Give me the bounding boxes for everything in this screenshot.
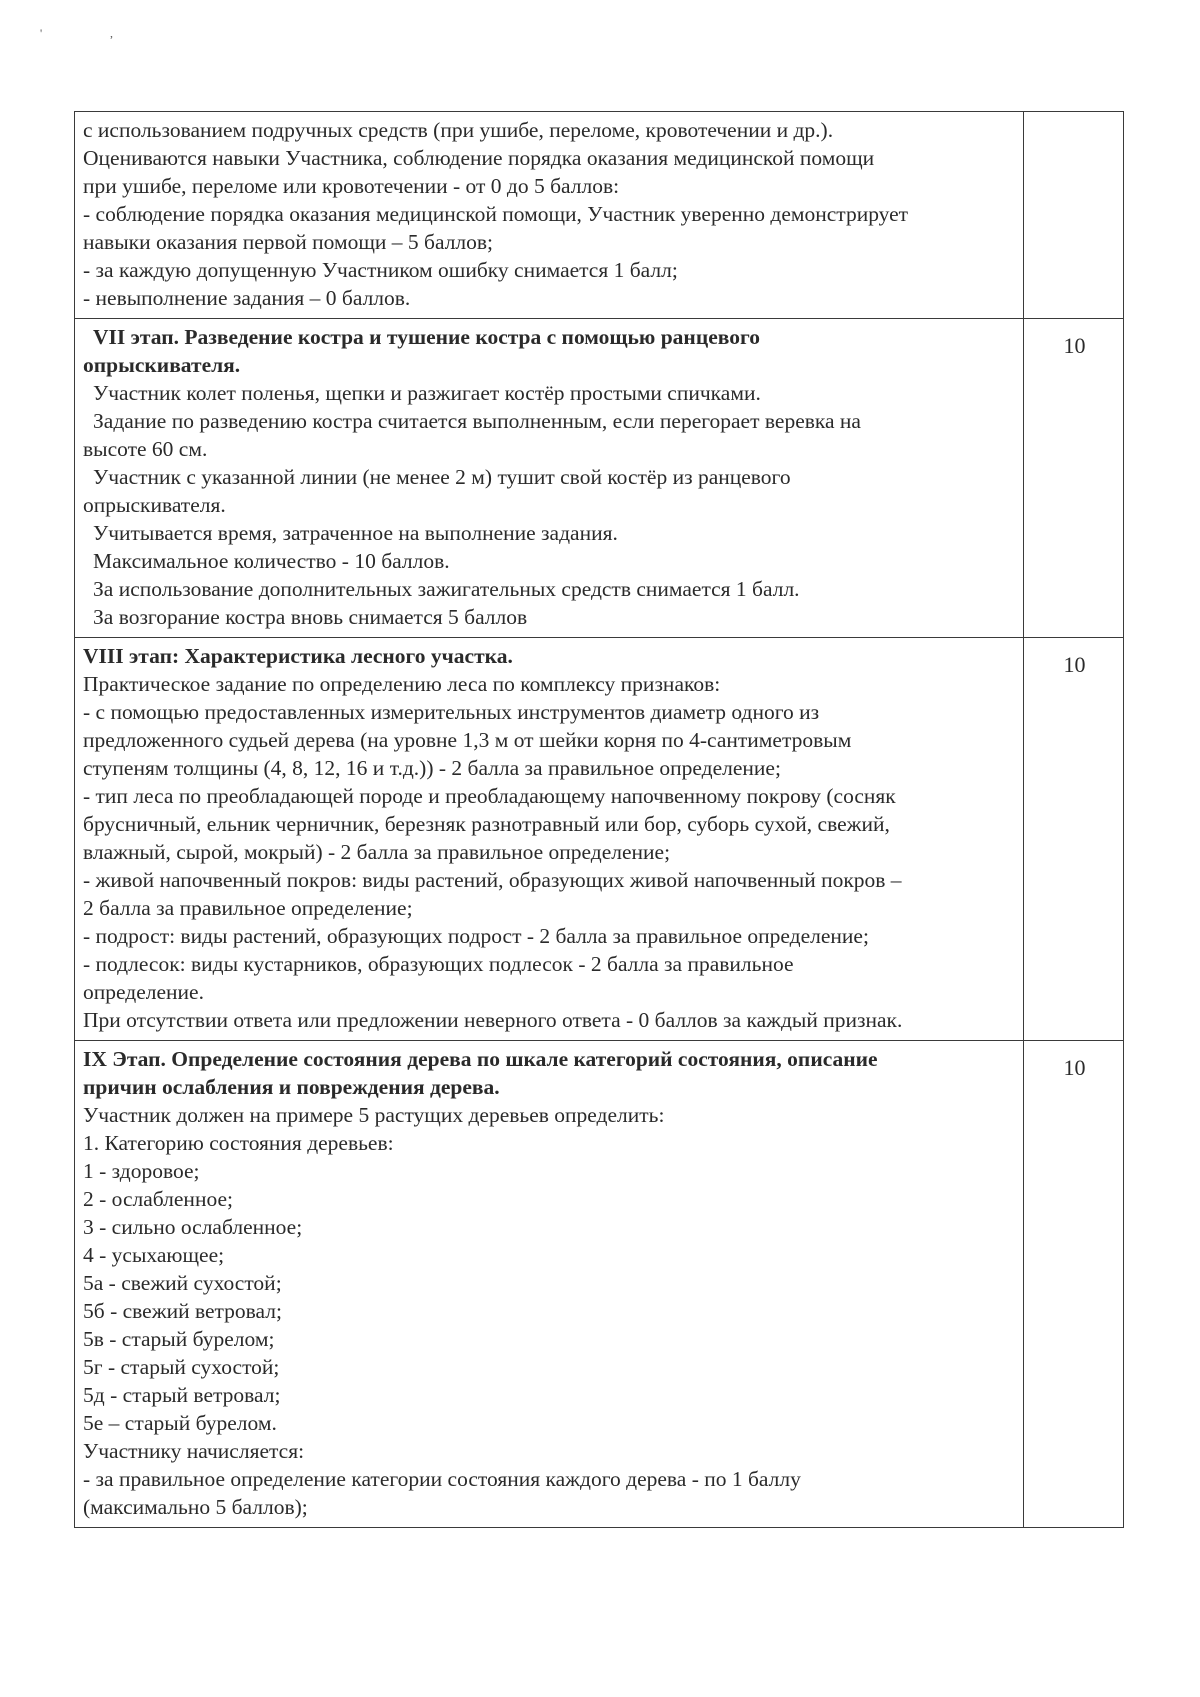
table-row	[75, 638, 1124, 1041]
stage-heading-line: опрыскивателя.	[83, 353, 241, 377]
scan-mark: ,	[110, 26, 113, 40]
stage-text-line: - за правильное определение категории состояния каждого дерева - по 1 баллу	[83, 1467, 801, 1491]
stage-text-line: - за каждую допущенную Участником ошибку снимается 1 балл;	[83, 258, 678, 282]
stage-heading-line: VII этап. Разведение костра и тушение костра с помощью ранцевого	[93, 325, 760, 349]
stage-text-line: 5е – старый бурелом.	[83, 1411, 277, 1435]
stage-text-line: брусничный, ельник черничник, березняк разнотравный или бор, суборь сухой, свежий,	[83, 812, 890, 836]
stage-description-cell	[75, 638, 1024, 1041]
stage-text-line: За возгорание костра вновь снимается 5 баллов	[93, 605, 528, 629]
max-score-cell	[1024, 112, 1124, 319]
stage-text-line: - с помощью предоставленных измерительных инструментов диаметр одного из	[83, 700, 820, 724]
stage-text-line: Участник колет поленья, щепки и разжигает костёр простыми спичками.	[93, 381, 761, 405]
scan-mark: '	[40, 26, 43, 40]
stage-text-line: предложенного судьей дерева (на уровне 1,3 м от шейки корня по 4-сантиметровым	[83, 728, 852, 752]
stage-text-line: Участник с указанной линии (не менее 2 м) тушит свой костёр из ранцевого	[93, 465, 791, 489]
stage-text-line: 5б - свежий ветровал;	[83, 1299, 282, 1323]
stage-heading-line: IX Этап. Определение состояния дерева по шкале категорий состояния, описание	[83, 1047, 878, 1071]
stage-text-line: опрыскивателя.	[83, 493, 226, 517]
stage-heading-line: VIII этап: Характеристика лесного участка.	[83, 644, 513, 668]
stage-text-line: Учитывается время, затраченное на выполнение задания.	[93, 521, 618, 545]
stage-text-line: Участник должен на примере 5 растущих деревьев определить:	[83, 1103, 665, 1127]
stage-text-line: высоте 60 см.	[83, 437, 208, 461]
stage-text-line: - подлесок: виды кустарников, образующих подлесок - 2 балла за правильное	[83, 952, 794, 976]
criteria-table-body	[75, 112, 1124, 1528]
stage-text-line: За использование дополнительных зажигательных средств снимается 1 балл.	[93, 577, 800, 601]
stage-text-line: При отсутствии ответа или предложении неверного ответа - 0 баллов за каждый признак.	[83, 1008, 903, 1032]
stage-text-line: определение.	[83, 980, 204, 1004]
stage-text-line: 2 - ослабленное;	[83, 1187, 233, 1211]
stage-text-line: 5г - старый сухостой;	[83, 1355, 280, 1379]
stage-text-line: 5а - свежий сухостой;	[83, 1271, 282, 1295]
stage-description-cell	[75, 112, 1024, 319]
stage-text-line: 5д - старый ветровал;	[83, 1383, 281, 1407]
stage-text-line: навыки оказания первой помощи – 5 баллов;	[83, 230, 494, 254]
max-score-cell: 10	[1024, 1041, 1124, 1528]
stage-text-line: Практическое задание по определению леса по комплексу признаков:	[83, 672, 721, 696]
stage-text-line: ступеням толщины (4, 8, 12, 16 и т.д.)) - 2 балла за правильное определение;	[83, 756, 781, 780]
stage-text-line: 2 балла за правильное определение;	[83, 896, 413, 920]
stage-description-cell	[75, 319, 1024, 638]
stage-text-line: с использованием подручных средств (при ушибе, переломе, кровотечении и др.).	[83, 118, 834, 142]
stage-text-line: - тип леса по преобладающей породе и преобладающему напочвенному покрову (сосняк	[83, 784, 896, 808]
stage-text-line: - невыполнение задания – 0 баллов.	[83, 286, 411, 310]
stage-text-line: - подрост: виды растений, образующих подрост - 2 балла за правильное определение;	[83, 924, 869, 948]
stage-text-line: 1 - здоровое;	[83, 1159, 200, 1183]
stage-text-line: (максимально 5 баллов);	[83, 1495, 308, 1519]
stage-text-line: Оцениваются навыки Участника, соблюдение порядка оказания медицинской помощи	[83, 146, 875, 170]
stage-text-line: 3 - сильно ослабленное;	[83, 1215, 303, 1239]
table-row	[75, 112, 1124, 319]
max-score-cell: 10	[1024, 638, 1124, 1041]
stage-text-line: - живой напочвенный покров: виды растений, образующих живой напочвенный покров –	[83, 868, 902, 892]
stage-text-line: Задание по разведению костра считается выполненным, если перегорает веревка на	[93, 409, 861, 433]
table-row	[75, 319, 1124, 638]
stage-text-line: - соблюдение порядка оказания медицинской помощи, Участник уверенно демонстрирует	[83, 202, 909, 226]
stage-text-line: 4 - усыхающее;	[83, 1243, 225, 1267]
stage-text-line: Максимальное количество - 10 баллов.	[93, 549, 450, 573]
stage-description-cell	[75, 1041, 1024, 1528]
max-score-cell: 10	[1024, 319, 1124, 638]
stage-text-line: Участнику начисляется:	[83, 1439, 305, 1463]
stage-text-line: при ушибе, переломе или кровотечении - от 0 до 5 баллов:	[83, 174, 620, 198]
table-row	[75, 1041, 1124, 1528]
criteria-table	[74, 111, 1124, 1528]
stage-text-line: 1. Категорию состояния деревьев:	[83, 1131, 394, 1155]
stage-text-line: влажный, сырой, мокрый) - 2 балла за правильное определение;	[83, 840, 671, 864]
stage-heading-line: причин ослабления и повреждения дерева.	[83, 1075, 500, 1099]
stage-text-line: 5в - старый бурелом;	[83, 1327, 275, 1351]
